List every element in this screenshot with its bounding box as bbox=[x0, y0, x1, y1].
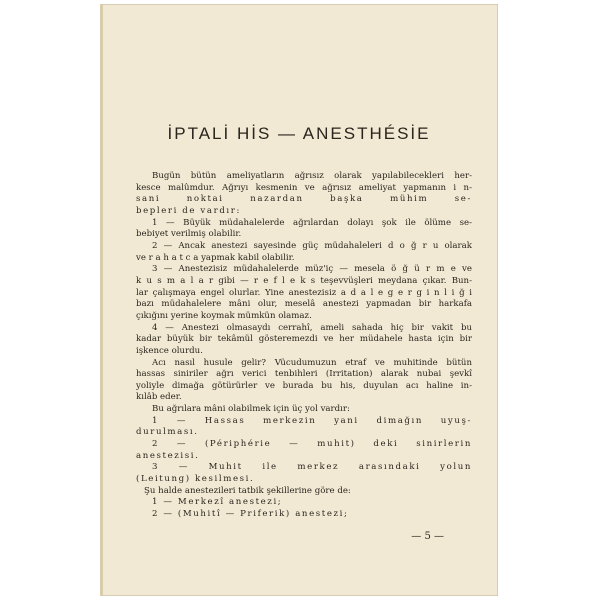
text-line: lar çalışmaya engel olurlar. Yine anestezisiz a d a l e g e r g i n l i ğ i bbox=[136, 287, 472, 298]
text-line: kadar büyük bir tekâmül gösteremezdi ve her müdahele hasta için bir bbox=[136, 334, 472, 345]
text-line: Acı nasıl husule gelir? Vücudumuzun etraf ve muhitinde bütün bbox=[152, 357, 472, 368]
text-line: 1 — Merkezî anestezi; bbox=[152, 497, 283, 508]
text-line: Şu halde anestezileri tatbik şekillerine göre de: bbox=[144, 485, 351, 496]
text-line: kılâb eder. bbox=[136, 392, 182, 403]
text-line: işkence olurdu. bbox=[136, 345, 203, 356]
body-text bbox=[136, 171, 472, 521]
text-line: bazı müdahalelere mâni olur, meselâ anestezi yapmadan bir harkafa bbox=[136, 299, 472, 310]
text-line: anestezisi. bbox=[136, 450, 200, 461]
page-number: — 5 — bbox=[411, 531, 444, 542]
text-line: 1 — Büyük müdahalelerde ağrılardan dolayı şok ile ölüme se- bbox=[152, 217, 472, 228]
text-line: Bu ağrılara mâni olabilmek için üç yol vardır: bbox=[152, 404, 350, 415]
text-line: ve r a h a t c a yapmak kabil olabilir. bbox=[136, 252, 295, 263]
text-line: kesce malûmdur. Ağrıyı kesmenin ve ağrısız ameliyat yapmanın i n- bbox=[136, 182, 472, 193]
text-line: 2 — (Muhitî — Priferik) anestezi; bbox=[152, 509, 349, 520]
text-line: 3 — Muhit ile merkez arasındaki yolun bbox=[152, 462, 472, 473]
text-line: durulması. bbox=[136, 427, 199, 438]
text-line: 1 — Hassas merkezin yani dimağın uyuş- bbox=[152, 415, 472, 426]
text-line: 2 — (Périphérie — muhit) deki sinirlerin bbox=[152, 439, 472, 450]
page-spine-edge bbox=[100, 4, 103, 596]
text-line: 3 — Anestezisiz müdahalelerde müz'iç — mesela ö ğ ü r m e ve bbox=[152, 264, 472, 275]
text-line: yoliyle dimağa götürürler ve burada bu his, duyulan acı haline in- bbox=[136, 380, 472, 391]
text-line: çıkığını yerine koymak mümkün olamaz. bbox=[136, 310, 312, 321]
book-page bbox=[100, 4, 498, 596]
text-line: sani noktai nazardan başka mühim se- bbox=[136, 194, 472, 205]
text-line: bepleri de vardır: bbox=[136, 205, 241, 216]
text-line: k u s m a l a r gibi — r e f l e k s teşevvüşleri meydana çıkar. Bun- bbox=[136, 275, 472, 286]
text-line: 4 — Anestezi olmasaydı cerrahî, ameli sahada hiç bir vakit bu bbox=[152, 322, 472, 333]
text-line: bebiyet verilmiş olabilir. bbox=[136, 229, 242, 240]
text-line: Bugün bütün ameliyatların ağrısız olarak yapılabilecekleri her- bbox=[152, 171, 472, 181]
text-line: hassas siniriler ağrı verici tenbihleri (İrritation) alarak nubai şevkî bbox=[136, 369, 472, 380]
chapter-title: İPTALİ HİS — ANESTHÉSİE bbox=[167, 124, 431, 143]
text-line: (Leitung) kesilmesi. bbox=[136, 474, 255, 485]
text-line: 2 — Ancak anestezi sayesinde güç müdahaleleri d o ğ r u olarak bbox=[152, 240, 472, 251]
